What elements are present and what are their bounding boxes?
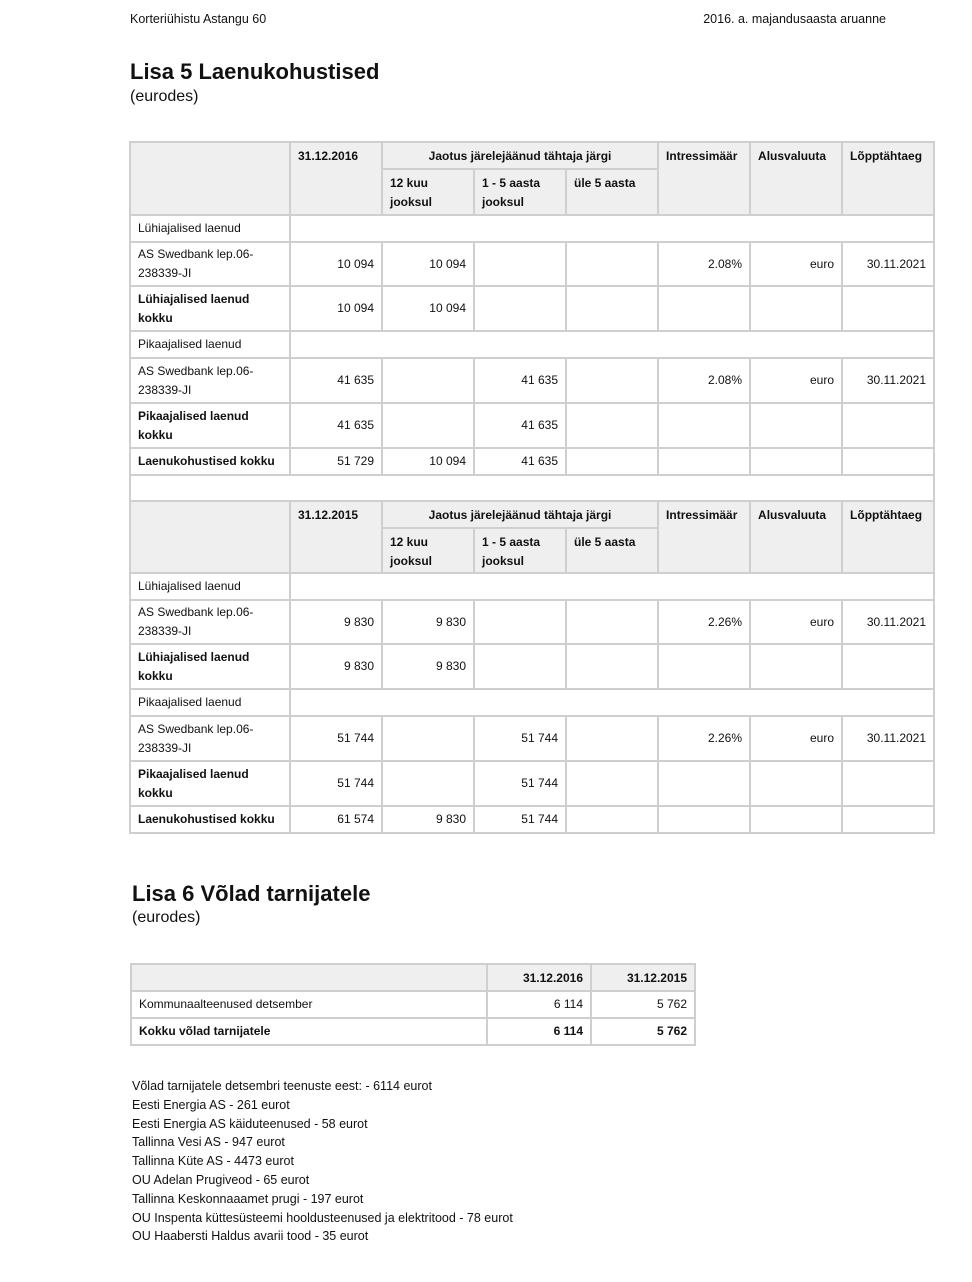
loan-currency: euro [750,716,842,761]
loans-2016-12m-header: 12 kuu jooksul [382,169,474,215]
loan-name: AS Swedbank lep.06-238339-JI [130,242,290,286]
grand-total-over5 [566,448,658,475]
loans-2015-currency-header: Alusvaluuta [750,501,842,573]
grand-total-total: 51 729 [290,448,382,475]
loan-1-5y: 41 635 [474,358,566,403]
loan-over5 [566,242,658,286]
loan-over5 [566,716,658,761]
loan-total: 10 094 [290,242,382,286]
long-total-1-5y: 41 635 [474,403,566,448]
lisa5-title: Lisa 5 Laenukohustised [130,59,380,84]
loans-2016-header-row [130,142,934,169]
debts-total-2016: 6 114 [487,1018,591,1045]
loans-spacer-row [130,475,934,501]
loans-2015-over5-header: üle 5 aasta [566,528,658,573]
loans-2015-due-header: Lõpptähtaeg [842,501,934,573]
loans-2016-distribution-header: Jaotus järelejäänud tähtaja järgi [382,142,658,169]
debts-header-row [131,964,695,991]
note-line: Eesti Energia AS käiduteenused - 58 eurot [132,1116,368,1131]
note-line: OU Haabersti Haldus avarii tood - 35 eurot [132,1229,369,1244]
debts-2015-header: 31.12.2015 [591,964,695,991]
debts-total-label: Kokku võlad tarnijatele [131,1018,487,1045]
grand-total-12m: 9 830 [382,806,474,833]
grand-total-total: 61 574 [290,806,382,833]
debts-corner-cell [131,964,487,991]
loan-over5 [566,600,658,644]
long-total-label: Pikaajalised laenud kokku [130,403,290,448]
loan-12m: 9 830 [382,600,474,644]
loans-2016-long-heading-row [130,331,934,358]
loan-rate: 2.26% [658,600,750,644]
loan-total: 41 635 [290,358,382,403]
long-total-over5 [566,403,658,448]
long-total-total: 51 744 [290,761,382,806]
loans-2016-over5-header: üle 5 aasta [566,169,658,215]
loan-due: 30.11.2021 [842,358,934,403]
loans-2016-rate-header: Intressimäär [658,142,750,215]
loans-2016-due-header: Lõpptähtaeg [842,142,934,215]
loan-over5 [566,358,658,403]
loan-due: 30.11.2021 [842,716,934,761]
loans-2015-short-row [130,600,934,644]
loan-12m: 10 094 [382,242,474,286]
loans-2015-short-heading-row [130,573,934,600]
grand-total-label: Laenukohustised kokku [130,448,290,475]
loan-due: 30.11.2021 [842,242,934,286]
short-total-label: Lühiajalised laenud kokku [130,286,290,331]
grand-total-12m: 10 094 [382,448,474,475]
loans-2016-long-row [130,358,934,403]
grand-total-label: Laenukohustised kokku [130,806,290,833]
loan-total: 9 830 [290,600,382,644]
long-total-total: 41 635 [290,403,382,448]
debts-row-label: Kommunaalteenused detsember [131,991,487,1018]
loan-12m [382,358,474,403]
loan-currency: euro [750,358,842,403]
short-total-total: 10 094 [290,286,382,331]
loans-2015-distribution-header: Jaotus järelejäänud tähtaja järgi [382,501,658,528]
loan-1-5y: 51 744 [474,716,566,761]
loans-2015-corner-cell [130,501,290,573]
grand-total-1-5y: 41 635 [474,448,566,475]
short-total-label: Lühiajalised laenud kokku [130,644,290,689]
loan-rate: 2.08% [658,358,750,403]
loans-2015-rate-header: Intressimäär [658,501,750,573]
header-company: Korteriühistu Astangu 60 [130,12,267,26]
loans-2015-short-heading: Lühiajalised laenud [130,573,290,600]
short-total-1-5y [474,644,566,689]
loan-12m [382,716,474,761]
loans-table [129,141,935,834]
loans-2015-header-row [130,501,934,528]
loans-2015-long-row [130,716,934,761]
lisa6-title: Lisa 6 Võlad tarnijatele [132,881,371,906]
loan-total: 51 744 [290,716,382,761]
note-line: OU Adelan Prugiveod - 65 eurot [132,1172,310,1187]
note-line: Tallinna Keskonnaaamet prugi - 197 eurot [132,1191,364,1206]
short-total-over5 [566,286,658,331]
loan-name: AS Swedbank lep.06-238339-JI [130,716,290,761]
loans-2015-long-heading-row [130,689,934,716]
supplier-notes [132,1077,513,1246]
loan-1-5y [474,242,566,286]
long-total-over5 [566,761,658,806]
loans-2015-grand-total-row [130,806,934,833]
short-total-total: 9 830 [290,644,382,689]
loans-2016-corner-cell [130,142,290,215]
loans-2016-1-5y-header: 1 - 5 aasta jooksul [474,169,566,215]
loans-2015-12m-header: 12 kuu jooksul [382,528,474,573]
note-line: Võlad tarnijatele detsembri teenuste eest: - 6114 eurot [132,1079,432,1093]
grand-total-over5 [566,806,658,833]
long-total-1-5y: 51 744 [474,761,566,806]
loan-currency: euro [750,600,842,644]
loans-2016-long-heading: Pikaajalised laenud [130,331,290,358]
loans-2016-short-heading: Lühiajalised laenud [130,215,290,242]
loan-currency: euro [750,242,842,286]
long-total-12m [382,403,474,448]
loan-name: AS Swedbank lep.06-238339-JI [130,600,290,644]
loans-2016-short-row [130,242,934,286]
loans-2016-date-header: 31.12.2016 [290,142,382,215]
loans-2016-currency-header: Alusvaluuta [750,142,842,215]
note-line: OU Inspenta küttesüsteemi hooldusteenused ja elektritood - 78 eurot [132,1210,513,1225]
debts-row-2015: 5 762 [591,991,695,1018]
grand-total-1-5y: 51 744 [474,806,566,833]
loan-due: 30.11.2021 [842,600,934,644]
note-line: Tallinna Vesi AS - 947 eurot [132,1135,285,1150]
loan-rate: 2.26% [658,716,750,761]
loans-2016-grand-total-row [130,448,934,475]
short-total-12m: 9 830 [382,644,474,689]
loan-rate: 2.08% [658,242,750,286]
header-report-title: 2016. a. majandusaasta aruanne [703,12,886,26]
note-line: Eesti Energia AS - 261 eurot [132,1097,290,1112]
debts-total-row [131,1018,695,1045]
short-total-12m: 10 094 [382,286,474,331]
short-total-1-5y [474,286,566,331]
loans-2015-short-total-row [130,644,934,689]
loans-2016-short-total-row [130,286,934,331]
loans-2015-1-5y-header: 1 - 5 aasta jooksul [474,528,566,573]
loans-2015-date-header: 31.12.2015 [290,501,382,573]
loans-2016-long-total-row [130,403,934,448]
note-line: Tallinna Küte AS - 4473 eurot [132,1154,294,1169]
loan-name: AS Swedbank lep.06-238339-JI [130,358,290,403]
short-total-over5 [566,644,658,689]
debts-row [131,991,695,1018]
debts-2016-header: 31.12.2016 [487,964,591,991]
long-total-label: Pikaajalised laenud kokku [130,761,290,806]
debts-row-2016: 6 114 [487,991,591,1018]
lisa5-subtitle: (eurodes) [130,88,199,105]
supplier-debts-table [130,963,696,1046]
long-total-12m [382,761,474,806]
lisa6-subtitle: (eurodes) [132,909,201,926]
loan-1-5y [474,600,566,644]
loans-2015-long-total-row [130,761,934,806]
loans-2016-short-heading-row [130,215,934,242]
loans-2015-long-heading: Pikaajalised laenud [130,689,290,716]
debts-total-2015: 5 762 [591,1018,695,1045]
